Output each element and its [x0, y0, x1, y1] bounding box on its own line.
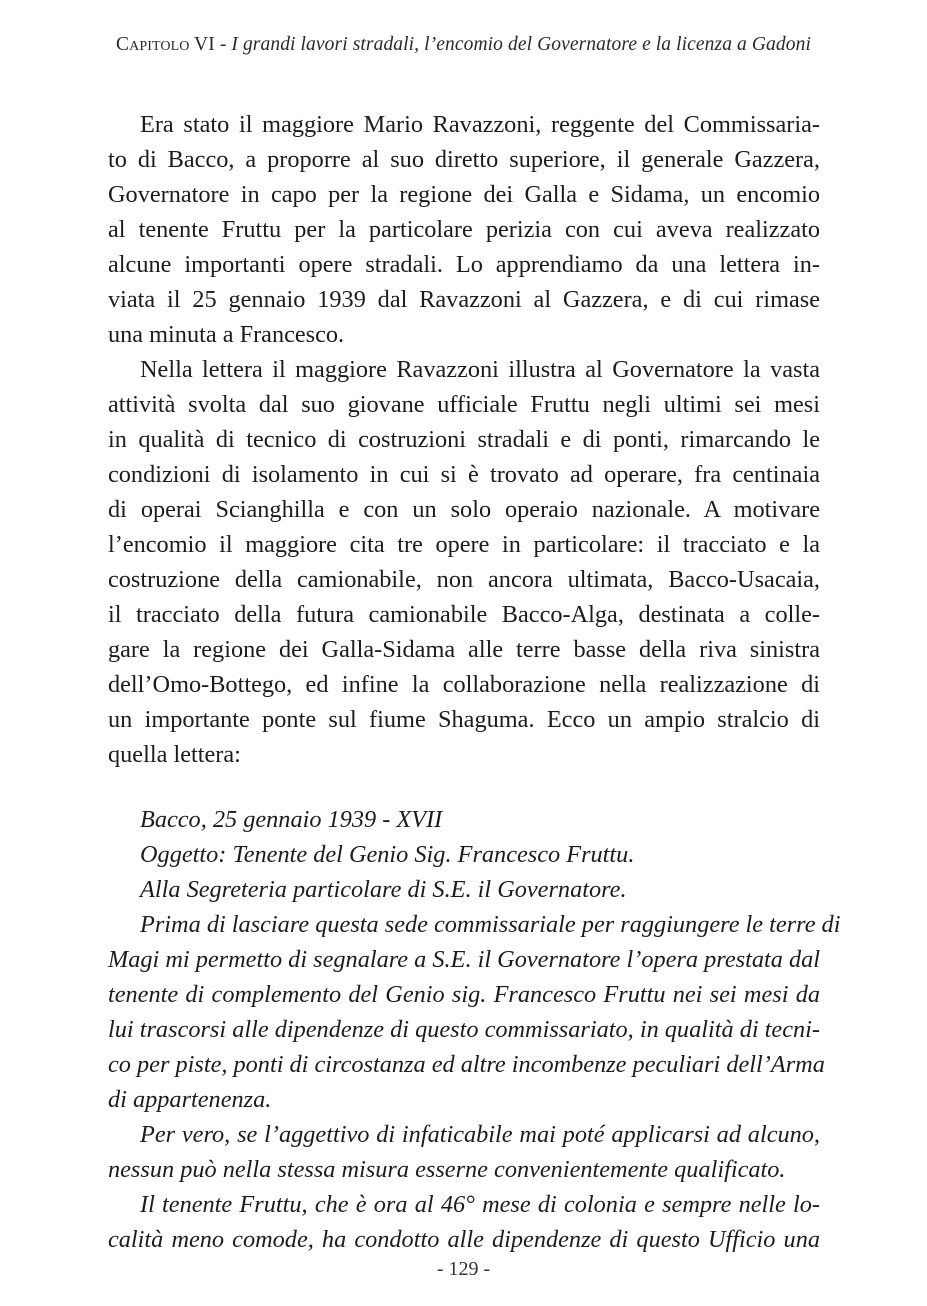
text-line: Era stato il maggiore Mario Ravazzoni, reggente del Commissaria-	[140, 111, 820, 138]
text-line: di operai Scianghilla e con un solo operaio nazionale. A motivare	[108, 496, 820, 523]
text-line: condizioni di isolamento in cui si è trovato ad operare, fra centinaia	[108, 461, 820, 488]
running-head	[0, 34, 927, 56]
letter-subject-line: Oggetto: Tenente del Genio Sig. Francesco Fruttu.	[140, 841, 635, 868]
letter-text-line: lui trascorsi alle dipendenze di questo commissariato, in qualità di tecni-	[108, 1016, 820, 1043]
text-line: Governatore in capo per la regione dei Galla e Sidama, un encomio	[108, 181, 820, 208]
text-line: to di Bacco, a proporre al suo diretto superiore, il generale Gazzera,	[108, 146, 820, 173]
letter-text-line: Per vero, se l’aggettivo di infaticabile mai poté applicarsi ad alcuno,	[140, 1121, 820, 1148]
text-line: viata il 25 gennaio 1939 dal Ravazzoni al Gazzera, e di cui rimase	[108, 286, 820, 313]
text-line: dell’Omo-Bottego, ed infine la collaborazione nella realizzazione di	[108, 671, 820, 698]
text-line: Nella lettera il maggiore Ravazzoni illustra al Governatore la vasta	[140, 356, 820, 383]
chapter-label: Capitolo VI	[116, 34, 215, 55]
letter-paragraph	[108, 1117, 820, 1187]
text-line: l’encomio il maggiore cita tre opere in particolare: il tracciato e la	[108, 531, 820, 558]
body-paragraph	[108, 352, 820, 772]
letter-text-line: calità meno comode, ha condotto alle dipendenze di questo Ufficio una	[108, 1226, 820, 1253]
letter-text-line: co per piste, ponti di circostanza ed altre incombenze peculiari dell’Arma	[108, 1051, 825, 1078]
chapter-title: I grandi lavori stradali, l’encomio del Governatore e la licenza a Gadoni	[231, 34, 811, 55]
text-line: attività svolta dal suo giovane ufficiale Fruttu negli ultimi sei mesi	[108, 391, 820, 418]
letter-text-line: di appartenenza.	[108, 1086, 272, 1113]
letter-text-line: Il tenente Fruttu, che è ora al 46° mese di colonia e sempre nelle lo-	[140, 1191, 820, 1218]
letter-text-line: nessun può nella stessa misura esserne convenientemente qualificato.	[108, 1156, 786, 1183]
body-paragraph	[108, 107, 820, 352]
section-gap	[108, 772, 820, 802]
page-body	[108, 107, 841, 1257]
page-number: - 129 -	[436, 1258, 491, 1280]
text-line: costruzione della camionabile, non ancora ultimata, Bacco-Usacaia,	[108, 566, 820, 593]
text-line: gare la regione dei Galla-Sidama alle terre basse della riva sinistra	[108, 636, 820, 663]
letter-text-line: Prima di lasciare questa sede commissariale per raggiungere le terre di	[140, 911, 841, 938]
text-line: alcune importanti opere stradali. Lo apprendiamo da una lettera in-	[108, 251, 820, 278]
text-line: il tracciato della futura camionabile Bacco-Alga, destinata a colle-	[108, 601, 820, 628]
text-line: in qualità di tecnico di costruzioni stradali e di ponti, rimarcando le	[108, 426, 820, 453]
text-line: una minuta a Francesco.	[108, 321, 345, 348]
letter-date-line: Bacco, 25 gennaio 1939 - XVII	[140, 806, 443, 833]
text-line: un importante ponte sul fiume Shaguma. Ecco un ampio stralcio di	[108, 706, 820, 733]
letter-text-line: tenente di complemento del Genio sig. Francesco Fruttu nei sei mesi da	[108, 981, 820, 1008]
letter-text-line: Magi mi permetto di segnalare a S.E. il Governatore l’opera prestata dal	[108, 946, 820, 973]
running-head-separator: -	[214, 34, 232, 55]
letter-paragraph	[108, 1187, 820, 1257]
letter-addressee-line: Alla Segreteria particolare di S.E. il Governatore.	[140, 876, 627, 903]
quoted-letter	[108, 802, 841, 1257]
letter-paragraph	[108, 907, 841, 1117]
text-line: quella lettera:	[108, 741, 241, 768]
text-line: al tenente Fruttu per la particolare perizia con cui aveva realizzato	[108, 216, 820, 243]
